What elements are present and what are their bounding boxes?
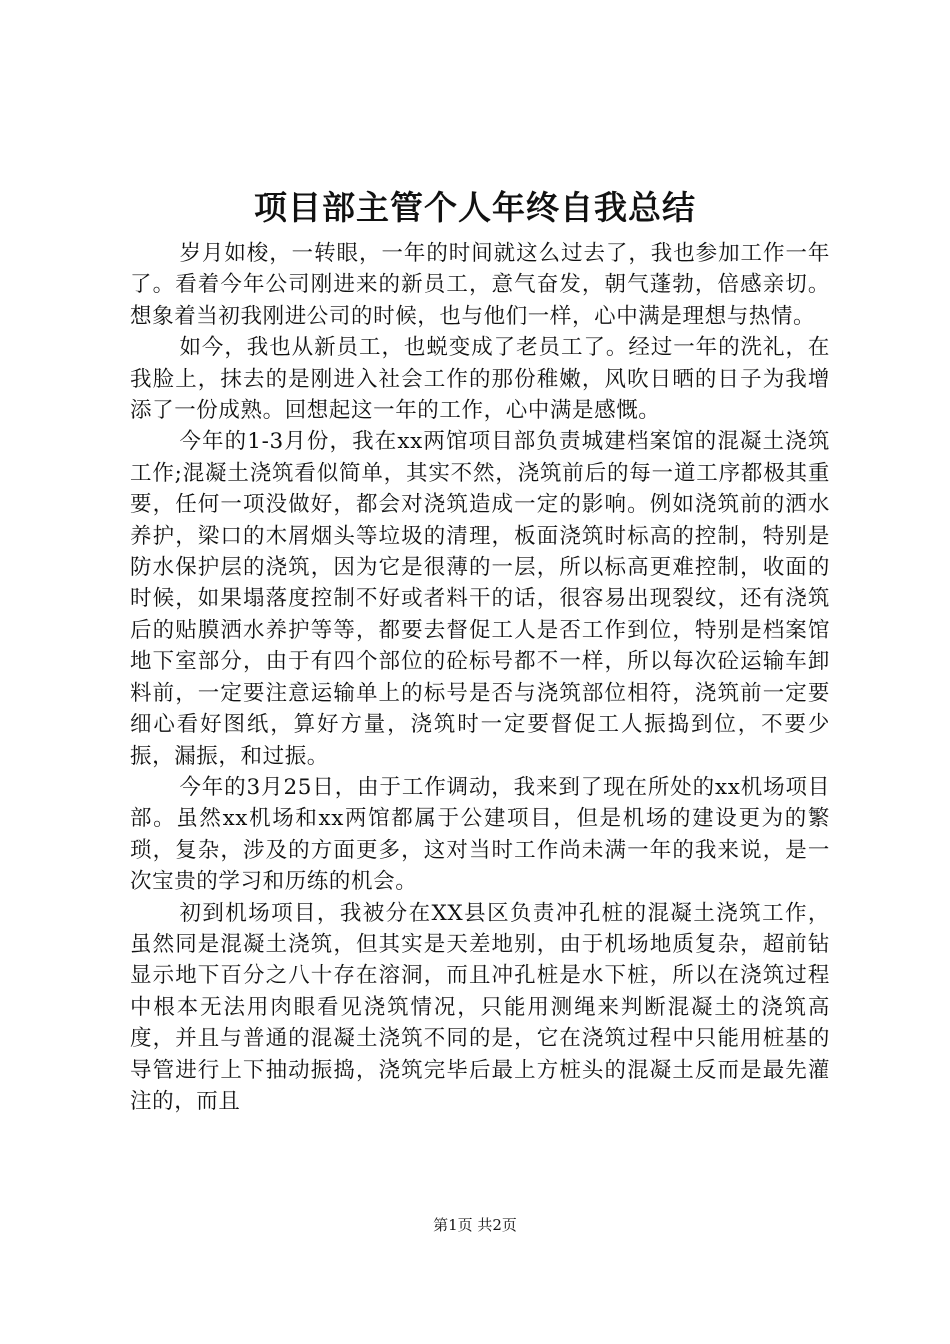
paragraph-5: 初到机场项目，我被分在XX县区负责冲孔桩的混凝土浇筑工作，虽然同是混凝土浇筑，但其实是天差地别，由于机场地质复杂，超前钻显示地下百分之八十存在溶洞，而且冲孔桩是水下桩，所以在浇筑过程中根本无法用肉眼看见浇筑情况，只能用测绳来判断混凝土的浇筑高度，并且与普通的混凝土浇筑不同的是，它在浇筑过程中只能用桩基的导管进行上下抽动振捣，浇筑完毕后最上方桩头的混凝土反而是最先灌注的，而且 [130, 900, 830, 1114]
paragraph-3: 今年的1-3月份，我在xx两馆项目部负责城建档案馆的混凝土浇筑工作;混凝土浇筑看似简单，其实不然，浇筑前后的每一道工序都极其重要，任何一项没做好，都会对浇筑造成一定的影响。例如浇筑前的洒水养护，梁口的木屑烟头等垃圾的清理，板面浇筑时标高的控制，特别是防水保护层的浇筑，因为它是很薄的一层，所以标高更难控制，收面的时候，如果塌落度控制不好或者料干的话，很容易出现裂纹，还有浇筑后的贴膜洒水养护等等，都要去督促工人是否工作到位，特别是档案馆地下室部分，由于有四个部位的砼标号都不一样，所以每次砼运输车卸料前，一定要注意运输单上的标号是否与浇筑部位相符，浇筑前一定要细心看好图纸，算好方量，浇筑时一定要督促工人振捣到位，不要少振，漏振，和过振。 [130, 429, 830, 769]
document-body [130, 238, 830, 1117]
paragraph-2: 如今，我也从新员工，也蜕变成了老员工了。经过一年的洗礼，在我脸上，抹去的是刚进入社会工作的那份稚嫩，风吹日晒的日子为我增添了一份成熟。回想起这一年的工作，心中满是感慨。 [130, 335, 830, 424]
page-footer: 第1页 共2页 [433, 1216, 517, 1234]
paragraph-4: 今年的3月25日，由于工作调动，我来到了现在所处的xx机场项目部。虽然xx机场和xx两馆都属于公建项目，但是机场的建设更为的繁琐，复杂，涉及的方面更多，这对当时工作尚未满一年的我来说，是一次宝贵的学习和历练的机会。 [130, 774, 830, 895]
document-title: 项目部主管个人年终自我总结 [254, 188, 696, 227]
paragraph-1: 岁月如梭，一转眼，一年的时间就这么过去了，我也参加工作一年了。看着今年公司刚进来的新员工，意气奋发，朝气蓬勃，倍感亲切。想象着当初我刚进公司的时候，也与他们一样，心中满是理想与热情。 [130, 241, 830, 329]
